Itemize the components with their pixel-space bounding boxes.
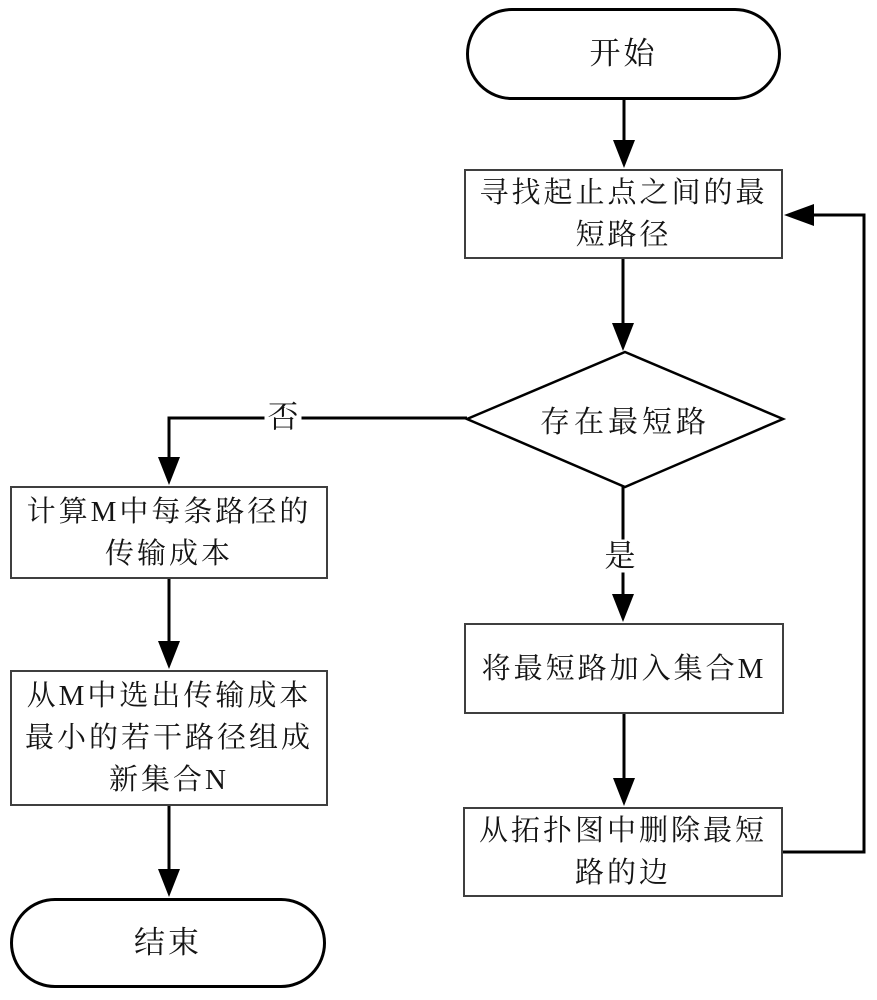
node-delete-label: 从拓扑图中删除最短路的边 — [478, 815, 767, 889]
arrowhead-into-calc — [158, 457, 180, 485]
arrowhead-into-find — [613, 140, 635, 168]
node-find-label: 寻找起止点之间的最短路径 — [479, 177, 768, 251]
edge-label-no: 否 — [265, 401, 302, 434]
node-start — [466, 8, 781, 100]
node-calc-label: 计算M中每条路径的传输成本 — [26, 495, 312, 570]
arrowhead-into-select — [158, 641, 180, 669]
arrowhead-loop-into-find — [784, 204, 814, 226]
edge-decision-calc — [169, 418, 467, 460]
arrowhead-into-decision — [612, 323, 634, 351]
node-end — [10, 898, 326, 988]
node-start-label: 开始 — [589, 36, 658, 71]
arrowhead-into-delete — [613, 778, 635, 806]
arrowhead-into-add — [612, 594, 634, 622]
node-delete-edges — [463, 807, 783, 897]
node-end-label: 结束 — [134, 925, 202, 960]
edge-label-yes: 是 — [602, 540, 639, 573]
node-select-paths — [10, 670, 328, 806]
node-calc-cost — [10, 486, 328, 579]
node-add-to-set-m — [464, 623, 784, 714]
node-add-label: 将最短路加入集合M — [481, 652, 767, 685]
edge-delete-find-loop — [783, 215, 864, 852]
node-find-shortest-path — [464, 169, 783, 259]
arrowhead-into-end — [158, 869, 180, 897]
node-decision-label: 存在最短路 — [540, 406, 710, 439]
node-select-label: 从M中选出传输成本最小的若干路径组成新集合N — [24, 680, 313, 796]
